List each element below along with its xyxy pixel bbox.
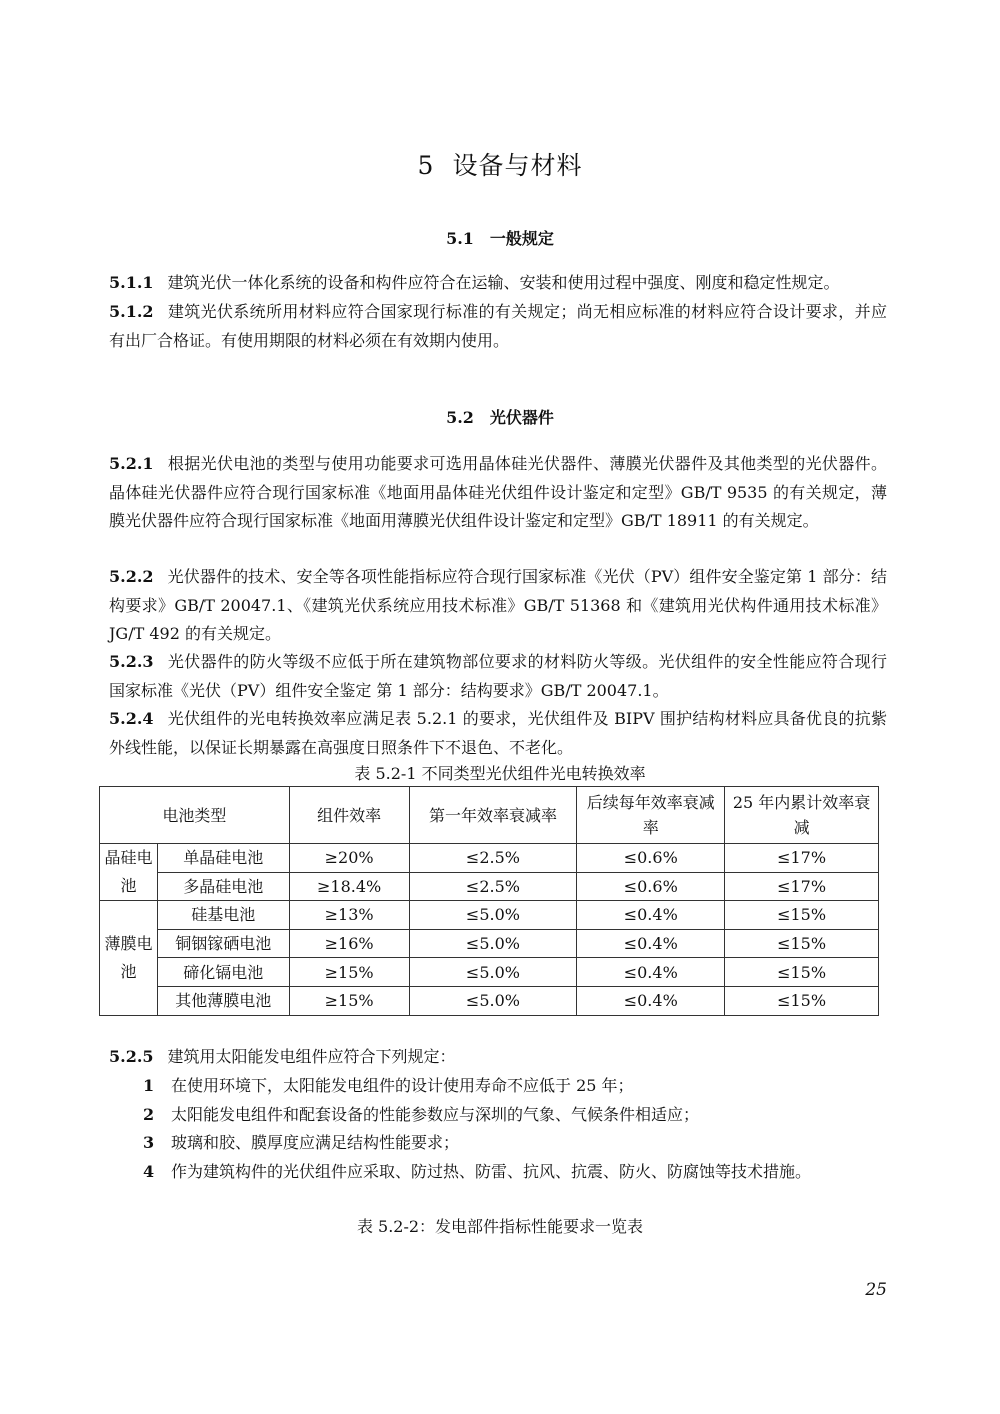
clause-5-2-1 (109, 450, 887, 536)
table-cell: ≥15% (289, 986, 409, 1015)
header-cell: 第一年效率衰减率 (409, 787, 577, 844)
clause-number: 5.2.2 (109, 567, 154, 586)
table-cell: ≥16% (289, 929, 409, 958)
table-row (100, 986, 879, 1015)
item-text: 在使用环境下，太阳能发电组件的设计使用寿命不应低于 25 年； (171, 1076, 634, 1095)
clause-text: 建筑用太阳能发电组件应符合下列规定： (167, 1047, 456, 1066)
clause-5-2-4 (109, 705, 887, 762)
clause-number: 5.2.5 (109, 1047, 154, 1066)
chapter-title (0, 146, 1000, 182)
table-caption-5-2-1: 表 5.2-1 不同类型光伏组件光电转换效率 (354, 764, 646, 783)
table-cell: ≤0.4% (577, 929, 725, 958)
table-cell: ≥13% (289, 901, 409, 930)
list-item (143, 1129, 893, 1157)
header-cell: 25 年内累计效率衰减 (725, 787, 879, 844)
table-cell: ≤17% (725, 872, 879, 901)
efficiency-table (99, 786, 879, 1016)
clause-number: 5.1.2 (109, 302, 154, 321)
table-row (100, 872, 879, 901)
clause-number: 5.2.3 (109, 652, 154, 671)
clause-text: 光伏组件的光电转换效率应满足表 5.2.1 的要求，光伏组件及 BIPV 围护结构材料应具备优良的抗紫外线性能，以保证长期暴露在高强度日照条件下不退色、不老化。 (109, 709, 887, 757)
table-cell: ≤17% (725, 844, 879, 873)
table-cell: 其他薄膜电池 (157, 986, 289, 1015)
table-cell: ≤0.6% (577, 872, 725, 901)
table-cell: ≤15% (725, 986, 879, 1015)
table-cell: 碲化镉电池 (157, 958, 289, 987)
clause-number: 5.2.1 (109, 454, 154, 473)
table-cell: ≤0.4% (577, 901, 725, 930)
chapter-title-text: 设备与材料 (452, 151, 583, 180)
clause-text: 光伏器件的防火等级不应低于所在建筑物部位要求的材料防火等级。光伏组件的安全性能应符合现行国家标准《光伏（PV）组件安全鉴定 第 1 部分：结构要求》GB/T 20047.1。 (109, 652, 887, 700)
clause-text: 建筑光伏一体化系统的设备和构件应符合在运输、安装和使用过程中强度、刚度和稳定性规定。 (167, 273, 840, 292)
item-number: 1 (143, 1076, 155, 1095)
table-cell: ≤2.5% (409, 872, 577, 901)
table-cell: 硅基电池 (157, 901, 289, 930)
clause-number: 5.1.1 (109, 273, 154, 292)
table-row (100, 844, 879, 873)
section-title-text: 一般规定 (489, 229, 554, 248)
table-cell: ≤0.6% (577, 844, 725, 873)
table-header-row (100, 787, 879, 844)
item-text: 太阳能发电组件和配套设备的性能参数应与深圳的气象、气候条件相适应； (171, 1105, 700, 1124)
table-cell: 单晶硅电池 (157, 844, 289, 873)
item-text: 玻璃和胶、膜厚度应满足结构性能要求； (171, 1133, 460, 1152)
table-cell: ≤15% (725, 958, 879, 987)
table-cell: ≤0.4% (577, 958, 725, 987)
clause-5-1-2 (109, 298, 887, 355)
item-number: 2 (143, 1105, 155, 1124)
section-number: 5.2 (446, 408, 474, 427)
table-cell: ≤5.0% (409, 958, 577, 987)
table-cell: ≤15% (725, 901, 879, 930)
group-cell: 薄膜电池 (100, 901, 158, 1015)
item-text: 作为建筑构件的光伏组件应采取、防过热、防雷、抗风、抗震、防火、防腐蚀等技术措施。 (171, 1162, 812, 1181)
list-item (143, 1101, 893, 1129)
table-cell: ≤5.0% (409, 986, 577, 1015)
list-item (143, 1072, 893, 1100)
table-cell: ≤2.5% (409, 844, 577, 873)
page-number: 25 (865, 1280, 887, 1300)
clause-5-2-2 (109, 563, 887, 649)
table-cell: ≤5.0% (409, 929, 577, 958)
section-title-5-1 (0, 226, 1000, 249)
clause-text: 建筑光伏系统所用材料应符合国家现行标准的有关规定；尚无相应标准的材料应符合设计要求，并应有出厂合格证。有使用期限的材料必须在有效期内使用。 (109, 302, 887, 350)
table-row (100, 929, 879, 958)
table-cell: ≤15% (725, 929, 879, 958)
group-cell: 晶硅电池 (100, 844, 158, 901)
table-cell: ≤5.0% (409, 901, 577, 930)
table-cell: ≥15% (289, 958, 409, 987)
item-number: 3 (143, 1133, 155, 1152)
clause-text: 根据光伏电池的类型与使用功能要求可选用晶体硅光伏器件、薄膜光伏器件及其他类型的光伏器件。晶体硅光伏器件应符合现行国家标准《地面用晶体硅光伏组件设计鉴定和定型》GB/T 9535 的有关规定，薄膜光伏器件应符合现行国家标准《地面用薄膜光伏组件设计鉴定和定型》GB/T 18911 的有关规定。 (109, 454, 887, 530)
clause-number: 5.2.4 (109, 709, 154, 728)
table-row (100, 958, 879, 987)
header-cell: 后续每年效率衰减率 (577, 787, 725, 844)
clause-5-1-1 (109, 269, 887, 298)
table-cell: 多晶硅电池 (157, 872, 289, 901)
table-row (100, 901, 879, 930)
header-cell: 组件效率 (289, 787, 409, 844)
section-title-text: 光伏器件 (489, 408, 554, 427)
table-cell: ≤0.4% (577, 986, 725, 1015)
chapter-number: 5 (417, 151, 435, 180)
table-cell: 铜铟镓硒电池 (157, 929, 289, 958)
section-number: 5.1 (446, 229, 474, 248)
table-cell: ≥18.4% (289, 872, 409, 901)
header-cell: 电池类型 (100, 787, 290, 844)
table-cell: ≥20% (289, 844, 409, 873)
clause-5-2-5 (109, 1043, 887, 1072)
clause-text: 光伏器件的技术、安全等各项性能指标应符合现行国家标准《光伏（PV）组件安全鉴定第 1 部分：结构要求》GB/T 20047.1、《建筑光伏系统应用技术标准》GB/T 51368 和《建筑用光伏构件通用技术标准》JG/T 492 的有关规定。 (109, 567, 887, 643)
section-title-5-2 (0, 405, 1000, 428)
item-number: 4 (143, 1162, 155, 1181)
list-item (143, 1158, 893, 1186)
table-caption-5-2-2: 表 5.2-2：发电部件指标性能要求一览表 (356, 1217, 644, 1236)
clause-5-2-3 (109, 648, 887, 705)
